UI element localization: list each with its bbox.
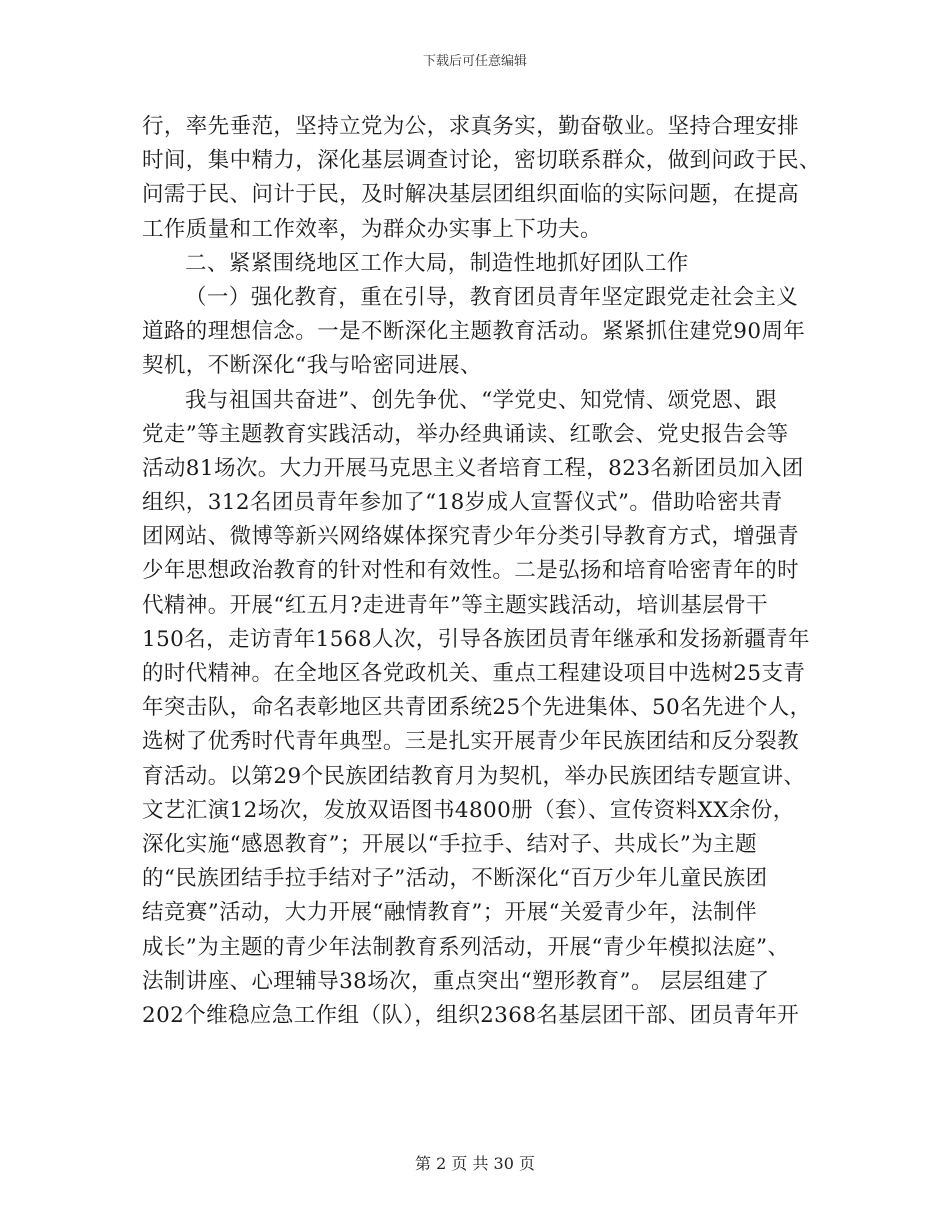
document-body — [142, 110, 821, 1033]
text-line: 文艺汇演12场次，发放双语图书4800册（套）、宣传资料XX余份， — [142, 797, 795, 823]
text-line: 育活动。以第29个民族团结教育月为契机，举办民族团结专题宣讲、 — [142, 763, 806, 789]
text-line: 的“民族团结手拉手结对子”活动，不断深化“百万少年儿童民族团 — [142, 866, 768, 892]
text-line: 问需于民、问计于民，及时解决基层团组织面临的实际问题，在提高 — [142, 182, 800, 208]
text-line: 道路的理想信念。一是不断深化主题教育活动。紧紧抓住建党90周年 — [142, 319, 806, 345]
text-line: 契机，不断深化“我与哈密同进展、 — [142, 353, 482, 379]
subsection-heading-line: （一）强化教育，重在引导，教育团员青年坚定跟党走社会主义 — [185, 284, 799, 310]
text-line: 少年思想政治教育的针对性和有效性。二是弘扬和培育哈密青年的时 — [142, 558, 800, 584]
text-line: 年突击队，命名表彰地区共青团系统25个先进集体、50名先进个人， — [142, 695, 812, 721]
page-number-footer: 第 2 页 共 30 页 — [415, 1154, 535, 1173]
text-line: 选树了优秀时代青年典型。三是扎实开展青少年民族团结和反分裂教 — [142, 729, 800, 755]
text-line: 代精神。开展“红五月?走进青年”等主题实践活动，培训基层骨干 — [142, 592, 769, 618]
text-line: 行，率先垂范，坚持立党为公，求真务实，勤奋敬业。坚持合理安排 — [142, 114, 800, 139]
text-line: 党走”等主题教育实践活动，举办经典诵读、红歌会、党史报告会等 — [142, 421, 789, 447]
text-line: 150名，走访青年1568人次，引导各族团员青年继承和发扬新疆青年 — [142, 626, 810, 652]
text-line: 我与祖国共奋进”、创先争优、“学党史、知党情、颂党恩、跟 — [185, 387, 778, 413]
text-line: 深化实施“感恩教育”；开展以“手拉手、结对子、共成长”为主题 — [142, 831, 757, 857]
text-line: 成长”为主题的青少年法制教育系列活动，开展“青少年模拟法庭”、 — [142, 934, 790, 960]
text-line: 结竞赛”活动，大力开展“融情教育”；开展“关爱青少年，法制伴 — [142, 900, 757, 926]
text-line: 工作质量和工作效率，为群众办实事上下功夫。 — [142, 216, 602, 242]
text-line: 时间，集中精力，深化基层调查讨论，密切联系群众，做到问政于民、 — [142, 148, 821, 174]
section-heading: 二、紧紧围绕地区工作大局，制造性地抓好团队工作 — [185, 250, 689, 276]
text-line: 202个维稳应急工作组（队），组织2368名基层团干部、团员青年开 — [142, 1002, 800, 1028]
text-line: 的时代精神。在全地区各党政机关、重点工程建设项目中选树25支青 — [142, 661, 806, 686]
page-header: 下载后可任意编辑 — [422, 54, 527, 69]
text-line: 活动81场次。大力开展马克思主义者培育工程，823名新团员加入团 — [142, 455, 804, 481]
text-line: 团网站、微博等新兴网络媒体探究青少年分类引导教育方式，增强青 — [142, 524, 800, 550]
text-line: 组织，312名团员青年参加了“18岁成人宣誓仪式”。借助哈密共青 — [142, 490, 783, 516]
text-line: 法制讲座、心理辅导38场次，重点突出“塑形教育”。 层层组建了 — [142, 968, 770, 994]
